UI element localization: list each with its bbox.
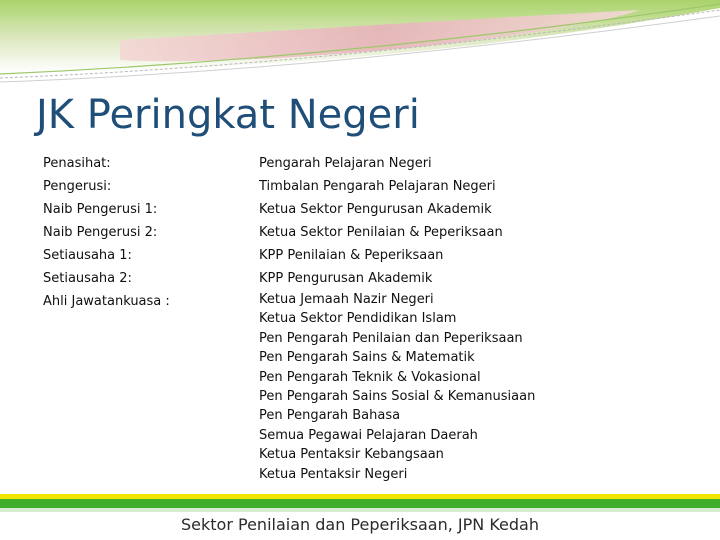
committee-member-item: Pen Pengarah Sains & Matematik (259, 350, 475, 366)
committee-member-item: Pen Pengarah Bahasa (259, 408, 401, 424)
page-title: JK Peringkat Negeri (36, 92, 420, 138)
role-holder-item: Ketua Sektor Penilaian & Peperiksaan (259, 225, 503, 240)
role-holder-list (259, 152, 535, 484)
role-label-penasihat: Penasihat: (43, 156, 111, 171)
committee-member-item: Pen Pengarah Teknik & Vokasional (259, 369, 481, 385)
role-label-setiausaha-2: Setiausaha 2: (43, 271, 132, 286)
role-holder-item: Timbalan Pengarah Pelajaran Negeri (259, 179, 496, 194)
committee-member-item: Pen Pengarah Penilaian dan Peperiksaan (259, 330, 523, 346)
committee-member-item: Ketua Pentaksir Kebangsaan (259, 447, 444, 463)
committee-member-item: KPP Pengurusan Akademik (259, 271, 433, 286)
committee-member-item: Ketua Jemaah Nazir Negeri (259, 292, 434, 307)
role-label-naib-pengerusi-1: Naib Pengerusi 1: (43, 202, 158, 217)
committee-member-item: Ketua Sektor Pendidikan Islam (259, 311, 457, 327)
footer-stripe (0, 494, 720, 512)
header-banner (0, 0, 720, 100)
committee-member-item: Ketua Pentaksir Negeri (259, 466, 408, 482)
role-label-ahli-jawatankuasa: Ahli Jawatankuasa : (43, 294, 170, 309)
role-holder-item: Ketua Sektor Pengurusan Akademik (259, 202, 492, 217)
role-label-list (43, 152, 170, 313)
committee-member-item: Pen Pengarah Sains Sosial & Kemanusiaan (259, 389, 536, 405)
role-label-naib-pengerusi-2: Naib Pengerusi 2: (43, 225, 158, 240)
committee-member-item: Semua Pegawai Pelajaran Daerah (259, 427, 478, 443)
footer-caption: Sektor Penilaian dan Peperiksaan, JPN Kedah (181, 515, 539, 534)
role-label-setiausaha-1: Setiausaha 1: (43, 248, 132, 263)
role-holder-item: KPP Penilaian & Peperiksaan (259, 248, 444, 263)
role-label-pengerusi: Pengerusi: (43, 179, 112, 194)
role-holder-item: Pengarah Pelajaran Negeri (259, 156, 432, 171)
